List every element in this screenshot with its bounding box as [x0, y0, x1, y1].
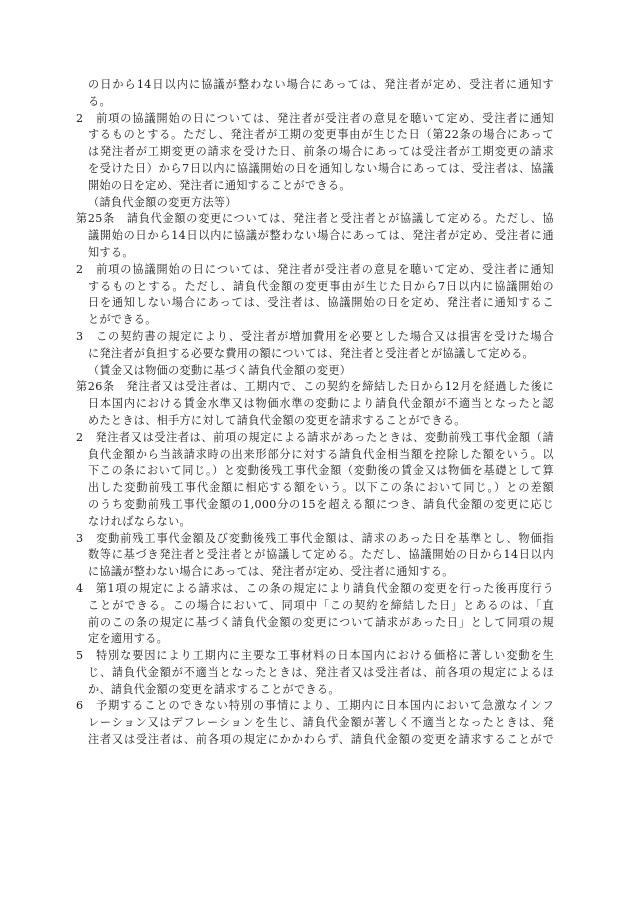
text-line: 定を適用する。: [88, 632, 169, 646]
text-line: レーション又はデフレーションを生じ、請負代金額が著しく不適当となったときは、発: [88, 716, 554, 730]
text-line: 出した変動前残工事代金額に相応する額をいう。以下この条において同じ。）との差額: [88, 481, 554, 495]
text-line: 第26条 発注者又は受注者は、工期内で、この契約を締結した日から12月を経過した後に: [76, 380, 554, 394]
text-line: （賃金又は物価の変動に基づく請負代金額の変更）: [88, 363, 352, 377]
text-line: （請負代金額の変更方法等）: [88, 195, 237, 209]
text-line: 下この条において同じ。）と変動後残工事代金額（変動後の賃金又は物価を基礎として算: [88, 464, 554, 478]
text-line: に発注者が負担する必要な費用の額については、発注者と受注者とが協議して定める。: [88, 346, 535, 360]
text-line: 4 第1項の規定による請求は、この条の規定により請負代金額の変更を行った後再度行う: [76, 581, 554, 595]
text-line: 数等に基づき発注者と受注者とが協議して定める。ただし、協議開始の日から14日以内: [88, 548, 554, 562]
text-line: 日を通知しない場合にあっては、受注者は、協議開始の日を定め、発注者に通知するこ: [88, 296, 554, 310]
text-line: に協議が整わない場合にあっては、発注者が定め、受注者に通知する。: [88, 565, 454, 579]
text-line: するものとする。ただし、発注者が工期の変更事由が生じた日（第22条の場合にあって: [88, 128, 554, 142]
text-line: 2 前項の協議開始の日については、発注者が受注者の意見を聴いて定め、受注者に通知: [76, 262, 554, 276]
clause-paragraph: [76, 648, 554, 698]
clause-paragraph: [76, 698, 554, 748]
clause-paragraph: [76, 211, 554, 261]
clause-paragraph: [76, 77, 554, 111]
text-line: ことができる。この場合において、同項中「この契約を締結した日」とあるのは、「直: [88, 598, 554, 612]
clause-paragraph: [76, 379, 554, 429]
text-line: 第25条 請負代金額の変更については、発注者と受注者とが協議して定める。ただし、協: [76, 212, 554, 226]
text-line: は発注者が工期変更の請求を受けた日、前条の場合にあっては受注者が工期変更の請求: [88, 145, 554, 159]
text-line: 6 予期することのできない特別の事情により、工期内に日本国内において急激なインフ: [76, 699, 554, 713]
text-line: を受けた日）から7日以内に協議開始の日を通知しない場合にあっては、受注者は、協議: [88, 161, 554, 175]
text-line: 3 この契約書の規定により、受注者が増加費用を必要とした場合又は損害を受けた場合: [76, 329, 554, 343]
text-line: 注者又は受注者は、前各項の規定にかかわらず、請負代金額の変更を請求することがで: [88, 733, 554, 747]
text-line: 開始の日を定め、発注者に通知することができる。: [88, 178, 351, 192]
clause-paragraph: [76, 581, 554, 648]
text-line: る。: [88, 94, 111, 108]
text-line: 2 前項の協議開始の日については、発注者が受注者の意見を聴いて定め、受注者に通知: [76, 111, 554, 125]
text-line: 負代金額から当該請求時の出来形部分に対する請負代金相当額を控除した額をいう。以: [88, 447, 554, 461]
article-caption: [76, 195, 554, 212]
clause-paragraph: [76, 329, 554, 363]
text-line: 知する。: [88, 245, 134, 259]
text-line: 2 発注者又は受注者は、前項の規定による請求があったときは、変動前残工事代金額（請: [76, 430, 554, 444]
clause-paragraph: [76, 262, 554, 329]
text-line: なければならない。: [88, 514, 191, 528]
text-line: するものとする。ただし、請負代金額の変更事由が生じた日から7日以内に協議開始の: [88, 279, 554, 293]
text-line: とができる。: [88, 313, 157, 327]
clause-paragraph: [76, 111, 554, 195]
document-page: [76, 77, 554, 749]
text-line: 5 特別な要因により工期内に主要な工事材料の日本国内における価格に著しい変動を生: [76, 649, 554, 663]
article-caption: [76, 363, 554, 380]
clause-paragraph: [76, 430, 554, 531]
text-line: じ、請負代金額が不適当となったときは、発注者又は受注者は、前各項の規定によるほ: [88, 665, 554, 679]
text-line: か、請負代金額の変更を請求することができる。: [88, 682, 340, 696]
text-line: 議開始の日から14日以内に協議が整わない場合にあっては、発注者が定め、受注者に通: [88, 229, 554, 243]
text-line: めたときは、相手方に対して請負代金額の変更を請求することができる。: [88, 413, 466, 427]
text-line: 日本国内における賃金水準又は物価水準の変動により請負代金額が不適当となったと認: [88, 397, 554, 411]
clause-paragraph: [76, 531, 554, 581]
text-line: の日から14日以内に協議が整わない場合にあっては、発注者が定め、受注者に通知す: [88, 78, 554, 91]
text-line: 前のこの条の規定に基づく請負代金額の変更について請求があった日」として同項の規: [88, 615, 554, 629]
text-line: 3 変動前残工事代金額及び変動後残工事代金額は、請求のあった日を基準とし、物価指: [76, 531, 554, 545]
text-line: のうち変動前残工事代金額の1,000分の15を超える額につき、請負代金額の変更に応じ: [88, 497, 554, 511]
